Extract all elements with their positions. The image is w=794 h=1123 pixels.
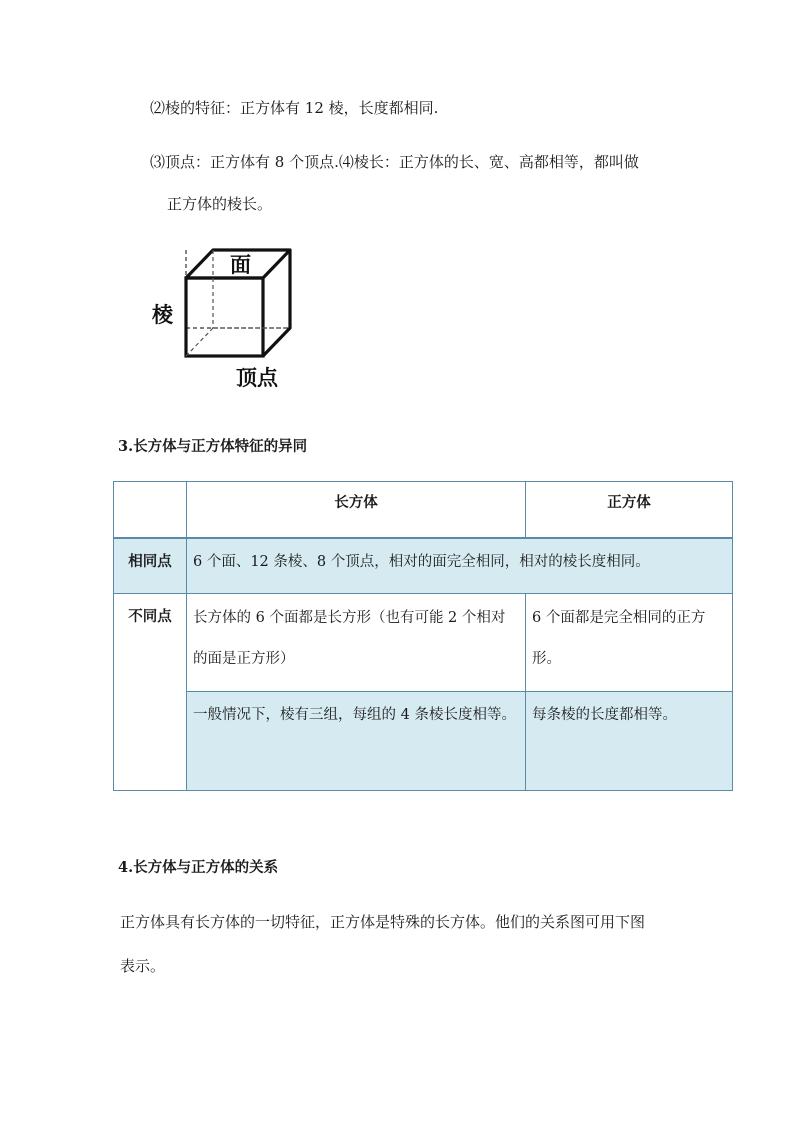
diff-cuboid-edges: 一般情况下，棱有三组，每组的 4 条棱长度相等。	[187, 692, 526, 791]
same-text: 6 个面、12 条棱、8 个顶点，相对的面完全相同，相对的棱长度相同。	[187, 538, 733, 594]
label-edge: 棱	[152, 303, 173, 327]
comparison-table	[113, 481, 733, 791]
table-header-row	[114, 482, 733, 538]
table-row-diff-1	[114, 594, 733, 692]
label-vertex: 顶点	[236, 366, 278, 390]
header-cuboid: 长方体	[187, 482, 526, 538]
section4-text-line2: 表示。	[120, 957, 166, 975]
vertex-edge-length-line: ⑶顶点：正方体有 8 个顶点.⑷棱长：正方体的长、宽、高都相等，都叫做	[150, 153, 639, 171]
section4-heading: 4.长方体与正方体的关系	[118, 859, 279, 876]
diff-cuboid-faces: 长方体的 6 个面都是长方形（也有可能 2 个相对的面是正方形）	[187, 594, 526, 692]
hidden-back-depth	[186, 328, 213, 356]
section3-heading: 3.长方体与正方体特征的异同	[118, 438, 308, 455]
diff-cube-faces: 6 个面都是完全相同的正方形。	[526, 594, 733, 692]
table-row-same	[114, 538, 733, 594]
cube-diagram	[148, 238, 298, 390]
same-label: 相同点	[114, 538, 187, 594]
header-cube: 正方体	[526, 482, 733, 538]
section4-text-line1: 正方体具有长方体的一切特征，正方体是特殊的长方体。他们的关系图可用下图	[120, 913, 646, 931]
edge-feature-line: ⑵棱的特征：正方体有 12 棱，长度都相同.	[150, 99, 439, 117]
label-face: 面	[230, 253, 251, 277]
header-empty-cell	[114, 482, 187, 538]
table-row-diff-2	[114, 692, 733, 791]
vertex-edge-length-line-continued: 正方体的棱长。	[167, 195, 273, 213]
diff-label: 不同点	[114, 594, 187, 791]
diff-cube-edges: 每条棱的长度都相等。	[526, 692, 733, 791]
